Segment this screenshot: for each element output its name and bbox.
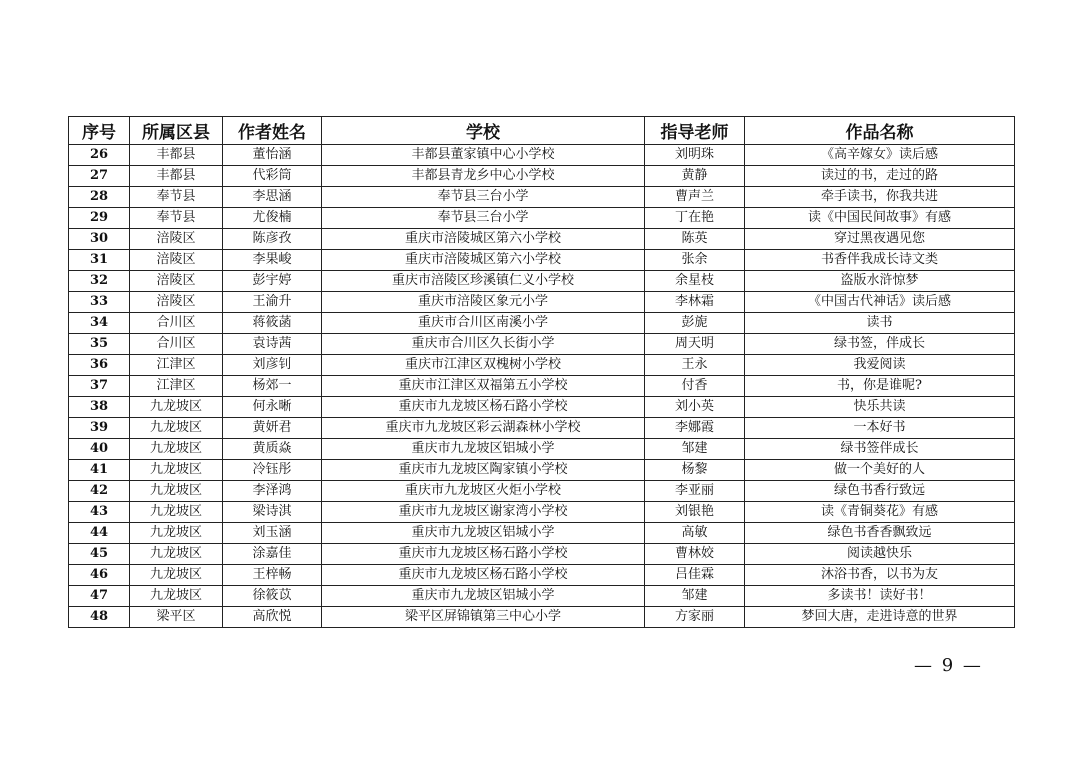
cell-school: 重庆市合川区南溪小学 xyxy=(322,313,645,334)
cell-work-title: 《中国古代神话》读后感 xyxy=(745,292,1015,313)
cell-school: 奉节县三台小学 xyxy=(322,187,645,208)
cell-district: 合川区 xyxy=(130,313,223,334)
cell-district: 涪陵区 xyxy=(130,271,223,292)
cell-number: 28 xyxy=(69,187,130,208)
cell-school: 重庆市九龙坡区铝城小学 xyxy=(322,586,645,607)
cell-school: 丰都县董家镇中心小学校 xyxy=(322,145,645,166)
table-row xyxy=(69,397,1015,418)
cell-district: 涪陵区 xyxy=(130,229,223,250)
table-row xyxy=(69,586,1015,607)
cell-author: 冷钰彤 xyxy=(223,460,322,481)
table-row xyxy=(69,502,1015,523)
header-work-title: 作品名称 xyxy=(745,117,1015,145)
cell-school: 重庆市江津区双福第五小学校 xyxy=(322,376,645,397)
cell-school: 重庆市九龙坡区杨石路小学校 xyxy=(322,544,645,565)
cell-author: 王梓畅 xyxy=(223,565,322,586)
cell-number: 41 xyxy=(69,460,130,481)
cell-teacher: 吕佳霖 xyxy=(645,565,745,586)
cell-district: 九龙坡区 xyxy=(130,586,223,607)
cell-number: 36 xyxy=(69,355,130,376)
table-row xyxy=(69,481,1015,502)
cell-teacher: 付香 xyxy=(645,376,745,397)
cell-school: 重庆市合川区久长街小学 xyxy=(322,334,645,355)
cell-author: 黄妍君 xyxy=(223,418,322,439)
cell-work-title: 做一个美好的人 xyxy=(745,460,1015,481)
cell-work-title: 读《青铜葵花》有感 xyxy=(745,502,1015,523)
cell-district: 九龙坡区 xyxy=(130,397,223,418)
cell-school: 重庆市涪陵区珍溪镇仁义小学校 xyxy=(322,271,645,292)
cell-teacher: 刘小英 xyxy=(645,397,745,418)
header-school: 学校 xyxy=(322,117,645,145)
cell-author: 王渝升 xyxy=(223,292,322,313)
table-row xyxy=(69,229,1015,250)
cell-school: 重庆市九龙坡区陶家镇小学校 xyxy=(322,460,645,481)
cell-district: 奉节县 xyxy=(130,187,223,208)
cell-number: 46 xyxy=(69,565,130,586)
cell-teacher: 杨黎 xyxy=(645,460,745,481)
cell-work-title: 绿书签伴成长 xyxy=(745,439,1015,460)
cell-work-title: 《高辛嫁女》读后感 xyxy=(745,145,1015,166)
cell-work-title: 穿过黑夜遇见您 xyxy=(745,229,1015,250)
cell-school: 奉节县三台小学 xyxy=(322,208,645,229)
cell-teacher: 彭旎 xyxy=(645,313,745,334)
cell-teacher: 高敏 xyxy=(645,523,745,544)
cell-number: 33 xyxy=(69,292,130,313)
cell-work-title: 书香伴我成长诗文类 xyxy=(745,250,1015,271)
cell-number: 43 xyxy=(69,502,130,523)
cell-district: 奉节县 xyxy=(130,208,223,229)
cell-district: 九龙坡区 xyxy=(130,565,223,586)
cell-district: 丰都县 xyxy=(130,166,223,187)
table-body xyxy=(69,145,1015,628)
cell-author: 何永晰 xyxy=(223,397,322,418)
cell-work-title: 牵手读书，你我共进 xyxy=(745,187,1015,208)
cell-teacher: 张余 xyxy=(645,250,745,271)
cell-author: 蒋筱菡 xyxy=(223,313,322,334)
cell-district: 九龙坡区 xyxy=(130,439,223,460)
table-row xyxy=(69,334,1015,355)
cell-district: 九龙坡区 xyxy=(130,502,223,523)
cell-author: 李果峻 xyxy=(223,250,322,271)
cell-author: 徐筱苡 xyxy=(223,586,322,607)
cell-school: 重庆市九龙坡区火炬小学校 xyxy=(322,481,645,502)
table-row xyxy=(69,250,1015,271)
cell-work-title: 绿色书香香飘致远 xyxy=(745,523,1015,544)
table-row xyxy=(69,439,1015,460)
cell-school: 重庆市九龙坡区彩云湖森林小学校 xyxy=(322,418,645,439)
table-row xyxy=(69,187,1015,208)
cell-author: 尤俊楠 xyxy=(223,208,322,229)
table-row xyxy=(69,166,1015,187)
cell-teacher: 方家丽 xyxy=(645,607,745,628)
cell-district: 江津区 xyxy=(130,376,223,397)
table-row xyxy=(69,376,1015,397)
cell-school: 重庆市涪陵城区第六小学校 xyxy=(322,229,645,250)
cell-author: 袁诗茜 xyxy=(223,334,322,355)
cell-number: 48 xyxy=(69,607,130,628)
cell-school: 丰都县青龙乡中心小学校 xyxy=(322,166,645,187)
cell-district: 江津区 xyxy=(130,355,223,376)
cell-work-title: 绿色书香行致远 xyxy=(745,481,1015,502)
cell-author: 李思涵 xyxy=(223,187,322,208)
cell-work-title: 我爱阅读 xyxy=(745,355,1015,376)
table-row xyxy=(69,313,1015,334)
cell-teacher: 黄静 xyxy=(645,166,745,187)
cell-school: 重庆市九龙坡区铝城小学 xyxy=(322,439,645,460)
cell-school: 梁平区屏锦镇第三中心小学 xyxy=(322,607,645,628)
header-number: 序号 xyxy=(69,117,130,145)
cell-teacher: 余星枝 xyxy=(645,271,745,292)
cell-author: 黄质焱 xyxy=(223,439,322,460)
cell-number: 31 xyxy=(69,250,130,271)
cell-work-title: 绿书签，伴成长 xyxy=(745,334,1015,355)
cell-district: 九龙坡区 xyxy=(130,481,223,502)
cell-district: 九龙坡区 xyxy=(130,523,223,544)
table-row xyxy=(69,271,1015,292)
cell-number: 27 xyxy=(69,166,130,187)
cell-work-title: 一本好书 xyxy=(745,418,1015,439)
cell-teacher: 王永 xyxy=(645,355,745,376)
table-row xyxy=(69,355,1015,376)
cell-number: 29 xyxy=(69,208,130,229)
cell-number: 32 xyxy=(69,271,130,292)
cell-number: 42 xyxy=(69,481,130,502)
cell-teacher: 邹建 xyxy=(645,586,745,607)
table-row xyxy=(69,544,1015,565)
cell-teacher: 李林霜 xyxy=(645,292,745,313)
cell-teacher: 曹林姣 xyxy=(645,544,745,565)
table-row xyxy=(69,292,1015,313)
cell-work-title: 盗版水浒惊梦 xyxy=(745,271,1015,292)
cell-teacher: 邹建 xyxy=(645,439,745,460)
cell-work-title: 多读书！读好书！ xyxy=(745,586,1015,607)
cell-district: 九龙坡区 xyxy=(130,544,223,565)
cell-author: 陈彦孜 xyxy=(223,229,322,250)
cell-work-title: 阅读越快乐 xyxy=(745,544,1015,565)
cell-district: 九龙坡区 xyxy=(130,418,223,439)
cell-work-title: 沐浴书香，以书为友 xyxy=(745,565,1015,586)
cell-work-title: 梦回大唐，走进诗意的世界 xyxy=(745,607,1015,628)
cell-number: 38 xyxy=(69,397,130,418)
cell-author: 杨郊一 xyxy=(223,376,322,397)
cell-number: 37 xyxy=(69,376,130,397)
cell-number: 35 xyxy=(69,334,130,355)
cell-author: 李泽鸿 xyxy=(223,481,322,502)
cell-school: 重庆市江津区双槐树小学校 xyxy=(322,355,645,376)
cell-work-title: 快乐共读 xyxy=(745,397,1015,418)
cell-teacher: 刘明珠 xyxy=(645,145,745,166)
cell-author: 涂嘉佳 xyxy=(223,544,322,565)
cell-teacher: 曹声兰 xyxy=(645,187,745,208)
table-row xyxy=(69,460,1015,481)
cell-district: 梁平区 xyxy=(130,607,223,628)
cell-district: 丰都县 xyxy=(130,145,223,166)
cell-author: 刘彦钊 xyxy=(223,355,322,376)
table-row xyxy=(69,523,1015,544)
cell-number: 26 xyxy=(69,145,130,166)
cell-district: 涪陵区 xyxy=(130,292,223,313)
cell-district: 合川区 xyxy=(130,334,223,355)
cell-author: 董怡涵 xyxy=(223,145,322,166)
cell-author: 梁诗淇 xyxy=(223,502,322,523)
cell-number: 45 xyxy=(69,544,130,565)
page-number: — 9 — xyxy=(914,655,983,676)
cell-number: 40 xyxy=(69,439,130,460)
table-header-row xyxy=(69,117,1015,145)
cell-school: 重庆市九龙坡区谢家湾小学校 xyxy=(322,502,645,523)
cell-teacher: 周天明 xyxy=(645,334,745,355)
cell-school: 重庆市九龙坡区铝城小学 xyxy=(322,523,645,544)
cell-number: 34 xyxy=(69,313,130,334)
cell-district: 九龙坡区 xyxy=(130,460,223,481)
cell-school: 重庆市九龙坡区杨石路小学校 xyxy=(322,397,645,418)
table-row xyxy=(69,565,1015,586)
cell-teacher: 李亚丽 xyxy=(645,481,745,502)
header-author: 作者姓名 xyxy=(223,117,322,145)
cell-district: 涪陵区 xyxy=(130,250,223,271)
cell-school: 重庆市九龙坡区杨石路小学校 xyxy=(322,565,645,586)
cell-number: 39 xyxy=(69,418,130,439)
winners-table xyxy=(68,116,1015,628)
cell-number: 47 xyxy=(69,586,130,607)
cell-work-title: 读过的书，走过的路 xyxy=(745,166,1015,187)
table-row xyxy=(69,418,1015,439)
cell-author: 代彩筒 xyxy=(223,166,322,187)
cell-school: 重庆市涪陵区象元小学 xyxy=(322,292,645,313)
cell-number: 30 xyxy=(69,229,130,250)
cell-teacher: 丁在艳 xyxy=(645,208,745,229)
table-row xyxy=(69,145,1015,166)
cell-teacher: 刘银艳 xyxy=(645,502,745,523)
table-row xyxy=(69,208,1015,229)
cell-author: 刘玉涵 xyxy=(223,523,322,544)
header-district: 所属区县 xyxy=(130,117,223,145)
cell-work-title: 书，你是谁呢? xyxy=(745,376,1015,397)
header-teacher: 指导老师 xyxy=(645,117,745,145)
cell-school: 重庆市涪陵城区第六小学校 xyxy=(322,250,645,271)
cell-teacher: 李娜霞 xyxy=(645,418,745,439)
cell-author: 彭宇婷 xyxy=(223,271,322,292)
cell-work-title: 读书 xyxy=(745,313,1015,334)
cell-teacher: 陈英 xyxy=(645,229,745,250)
cell-number: 44 xyxy=(69,523,130,544)
cell-author: 高欣悦 xyxy=(223,607,322,628)
table-row xyxy=(69,607,1015,628)
cell-work-title: 读《中国民间故事》有感 xyxy=(745,208,1015,229)
